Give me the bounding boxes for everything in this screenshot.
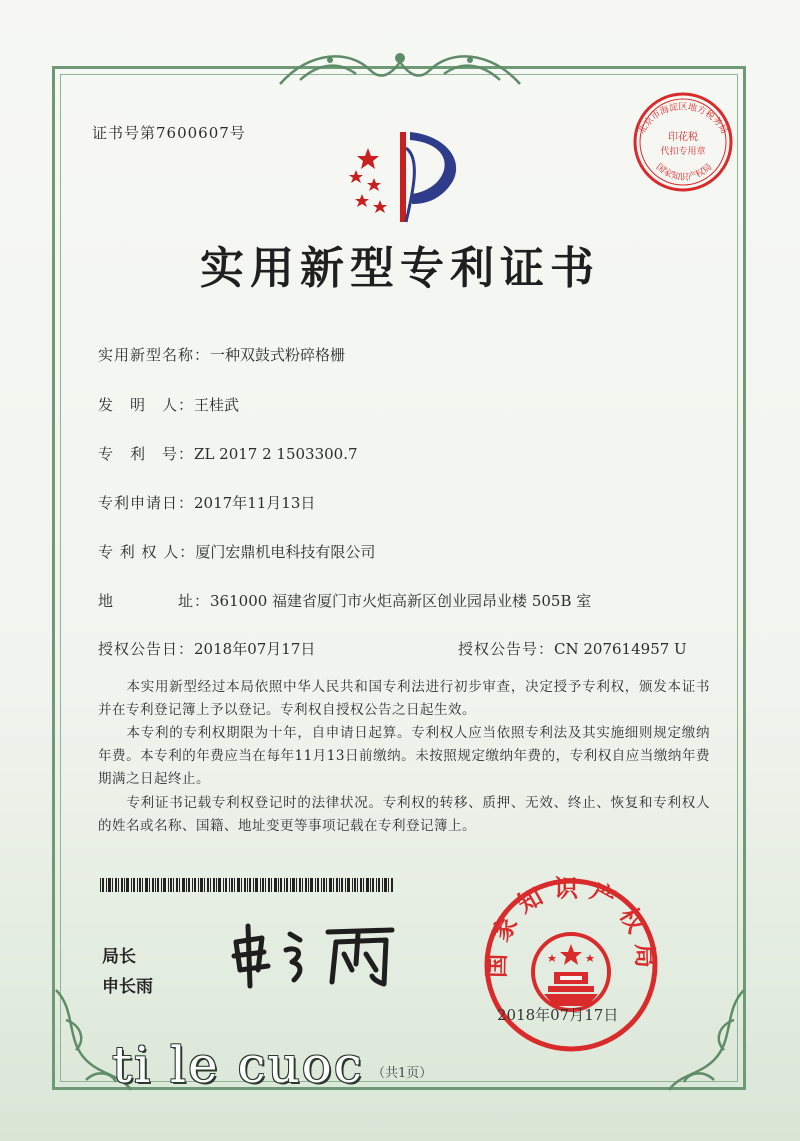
barcode-bar [308,878,309,892]
barcode-bar [170,878,172,892]
barcode-bar [326,878,327,892]
field-inventor [98,394,239,415]
national-emblem-icon [533,934,609,1010]
barcode-bar [200,878,203,892]
field-label: 地 址： [98,592,211,610]
barcode-bar [255,878,258,892]
field-label: 发 明 人： [98,396,195,414]
top-ornament-icon [270,40,530,92]
field-value: 2018年07月17日 [194,640,316,658]
field-label: 授权公告日： [98,640,195,658]
barcode-bar [133,878,135,892]
barcode-bar [302,878,303,892]
field-value: 2017年11月13日 [194,494,316,512]
barcode-bar [253,878,254,892]
stamp-duty-seal-line2: 代扣专用章 [660,147,706,157]
ipo-official-seal [478,872,664,1058]
barcode-bar [229,878,230,892]
field-filing-date [98,492,315,513]
barcode-bar [329,878,332,892]
page-title: 实用新型专利证书 [200,243,600,294]
barcode-bar [352,878,353,892]
barcode-bar [249,878,251,892]
barcode-bar [218,878,221,892]
barcode-icon [100,878,394,892]
barcode-bar [121,878,123,892]
barcode-bar [188,878,190,892]
barcode-bar [118,878,119,892]
barcode-bar [234,878,235,892]
bottom-right-ornament-icon [664,980,754,1100]
barcode-bar [292,878,295,892]
barcode-bar [142,878,143,892]
barcode-bar [131,878,132,892]
field-value: ZL 2017 2 1503300.7 [194,445,358,463]
barcode-bar [182,878,185,892]
barcode-bar [370,878,371,892]
barcode-bar [384,878,387,892]
page-count: （共1页） [372,1066,433,1081]
barcode-bar [323,878,325,892]
barcode-bar [108,878,111,892]
barcode-bar [315,878,316,892]
barcode-bar [347,878,350,892]
barcode-bar [161,878,162,892]
svg-text:国家知识产权局 [482,873,661,978]
barcode-bar [244,878,246,892]
barcode-bar [388,878,389,892]
signatory-name: 申长雨 [102,977,153,997]
barcode-bar [106,878,107,892]
barcode-bar [207,878,209,892]
barcode-bar [149,878,150,892]
field-label: 专 利 权 人： [98,543,196,561]
barcode-bar [157,878,159,892]
signing-date: 2018年07月17日 [497,1006,619,1024]
barcode-bar [247,878,248,892]
barcode-bar [194,878,196,892]
barcode-bar [345,878,346,892]
barcode-bar [168,878,169,892]
handwritten-signature [228,920,408,990]
barcode-bar [336,878,338,892]
barcode-bar [280,878,282,892]
barcode-bar [100,878,101,892]
barcode-bar [391,878,393,892]
barcode-bar [354,878,356,892]
barcode-bar [179,878,180,892]
watermark-text: ti le cuoc [112,1036,364,1094]
barcode-bar [310,878,313,892]
field-label: 授权公告号： [458,640,555,658]
barcode-bar [321,878,322,892]
barcode-bar [115,878,117,892]
barcode-bar [176,878,178,892]
barcode-bar [296,878,297,892]
barcode-bar [225,878,227,892]
barcode-bar [372,878,374,892]
barcode-bar [299,878,301,892]
field-label: 专 利 号： [98,445,195,463]
field-address [98,590,591,611]
barcode-bar [192,878,193,892]
paragraph-term-and-fees: 本专利的专利权期限为十年，自申请日起算。专利权人应当依照专利法及其实施细则规定缴纳年费。本专利的年费应当在每年11月13日前缴纳。未按照规定缴纳年费的，专利权自应当缴纳年费期满之日起终止。 [98,725,710,787]
barcode-bar [341,878,343,892]
certificate-number: 证书号第7600607号 [92,124,246,142]
barcode-bar [210,878,211,892]
barcode-bar [152,878,154,892]
field-grant-date [98,638,315,659]
stamp-duty-seal-bottom-text: 国家知识产权局 [653,162,715,183]
barcode-bar [204,878,205,892]
barcode-bar [155,878,156,892]
field-label: 专利申请日： [98,494,195,512]
field-value: 王桂武 [194,396,240,414]
barcode-bar [163,878,166,892]
barcode-bar [274,878,277,892]
barcode-bar [145,878,148,892]
barcode-bar [284,878,285,892]
barcode-bar [223,878,224,892]
barcode-bar [237,878,240,892]
barcode-bar [112,878,113,892]
barcode-bar [137,878,138,892]
paragraph-legal-status: 专利证书记载专利权登记时的法律状况。专利权的转移、质押、无效、终止、恢复和专利权人的姓名或名称、国籍、地址变更等事项记载在专利登记簿上。 [98,795,710,834]
barcode-bar [213,878,215,892]
barcode-bar [286,878,288,892]
barcode-bar [290,878,291,892]
field-value: 一种双鼓式粉碎格栅 [210,346,346,364]
barcode-bar [333,878,334,892]
barcode-bar [124,878,125,892]
field-patentee [98,541,375,562]
barcode-bar [278,878,279,892]
signatory-title: 局长 [102,947,136,967]
stamp-duty-seal [620,88,746,192]
barcode-bar [382,878,383,892]
barcode-bar [339,878,340,892]
barcode-bar [265,878,266,892]
barcode-bar [366,878,369,892]
barcode-bar [360,878,362,892]
barcode-bar [317,878,319,892]
field-value: 361000 福建省厦门市火炬高新区创业园昂业楼 505B 室 [210,592,592,610]
field-grant-number [458,638,687,659]
barcode-bar [186,878,187,892]
field-value: 厦门宏鼎机电科技有限公司 [195,543,376,561]
barcode-bar [102,878,104,892]
paragraph-grant-decision: 本实用新型经过本局依照中华人民共和国专利法进行初步审查，决定授予专利权，颁发本证书并在专利登记簿上予以登记。专利权自授权公告之日起生效。 [98,679,710,718]
barcode-bar [376,878,377,892]
barcode-bar [357,878,358,892]
barcode-bar [305,878,307,892]
stamp-duty-seal-outer-text: 北京市海淀区地方税务局 [637,102,729,136]
ipo-seal-ring-text: 国家知识产权局 [481,873,661,979]
barcode-bar [363,878,364,892]
stamp-duty-seal-line1: 印花税 [668,132,698,143]
field-utility-model-name [98,344,345,365]
barcode-bar [216,878,217,892]
barcode-bar [231,878,233,892]
barcode-bar [262,878,264,892]
barcode-bar [139,878,141,892]
barcode-bar [271,878,272,892]
barcode-bar [173,878,174,892]
field-label: 实用新型名称： [98,346,211,364]
barcode-bar [268,878,270,892]
barcode-bar [126,878,129,892]
barcode-bar [198,878,199,892]
field-value: CN 207614957 U [554,640,687,658]
field-patent-number [98,443,358,464]
barcode-bar [260,878,261,892]
barcode-bar [378,878,380,892]
patent-office-emblem-icon [340,118,470,230]
barcode-bar [241,878,242,892]
